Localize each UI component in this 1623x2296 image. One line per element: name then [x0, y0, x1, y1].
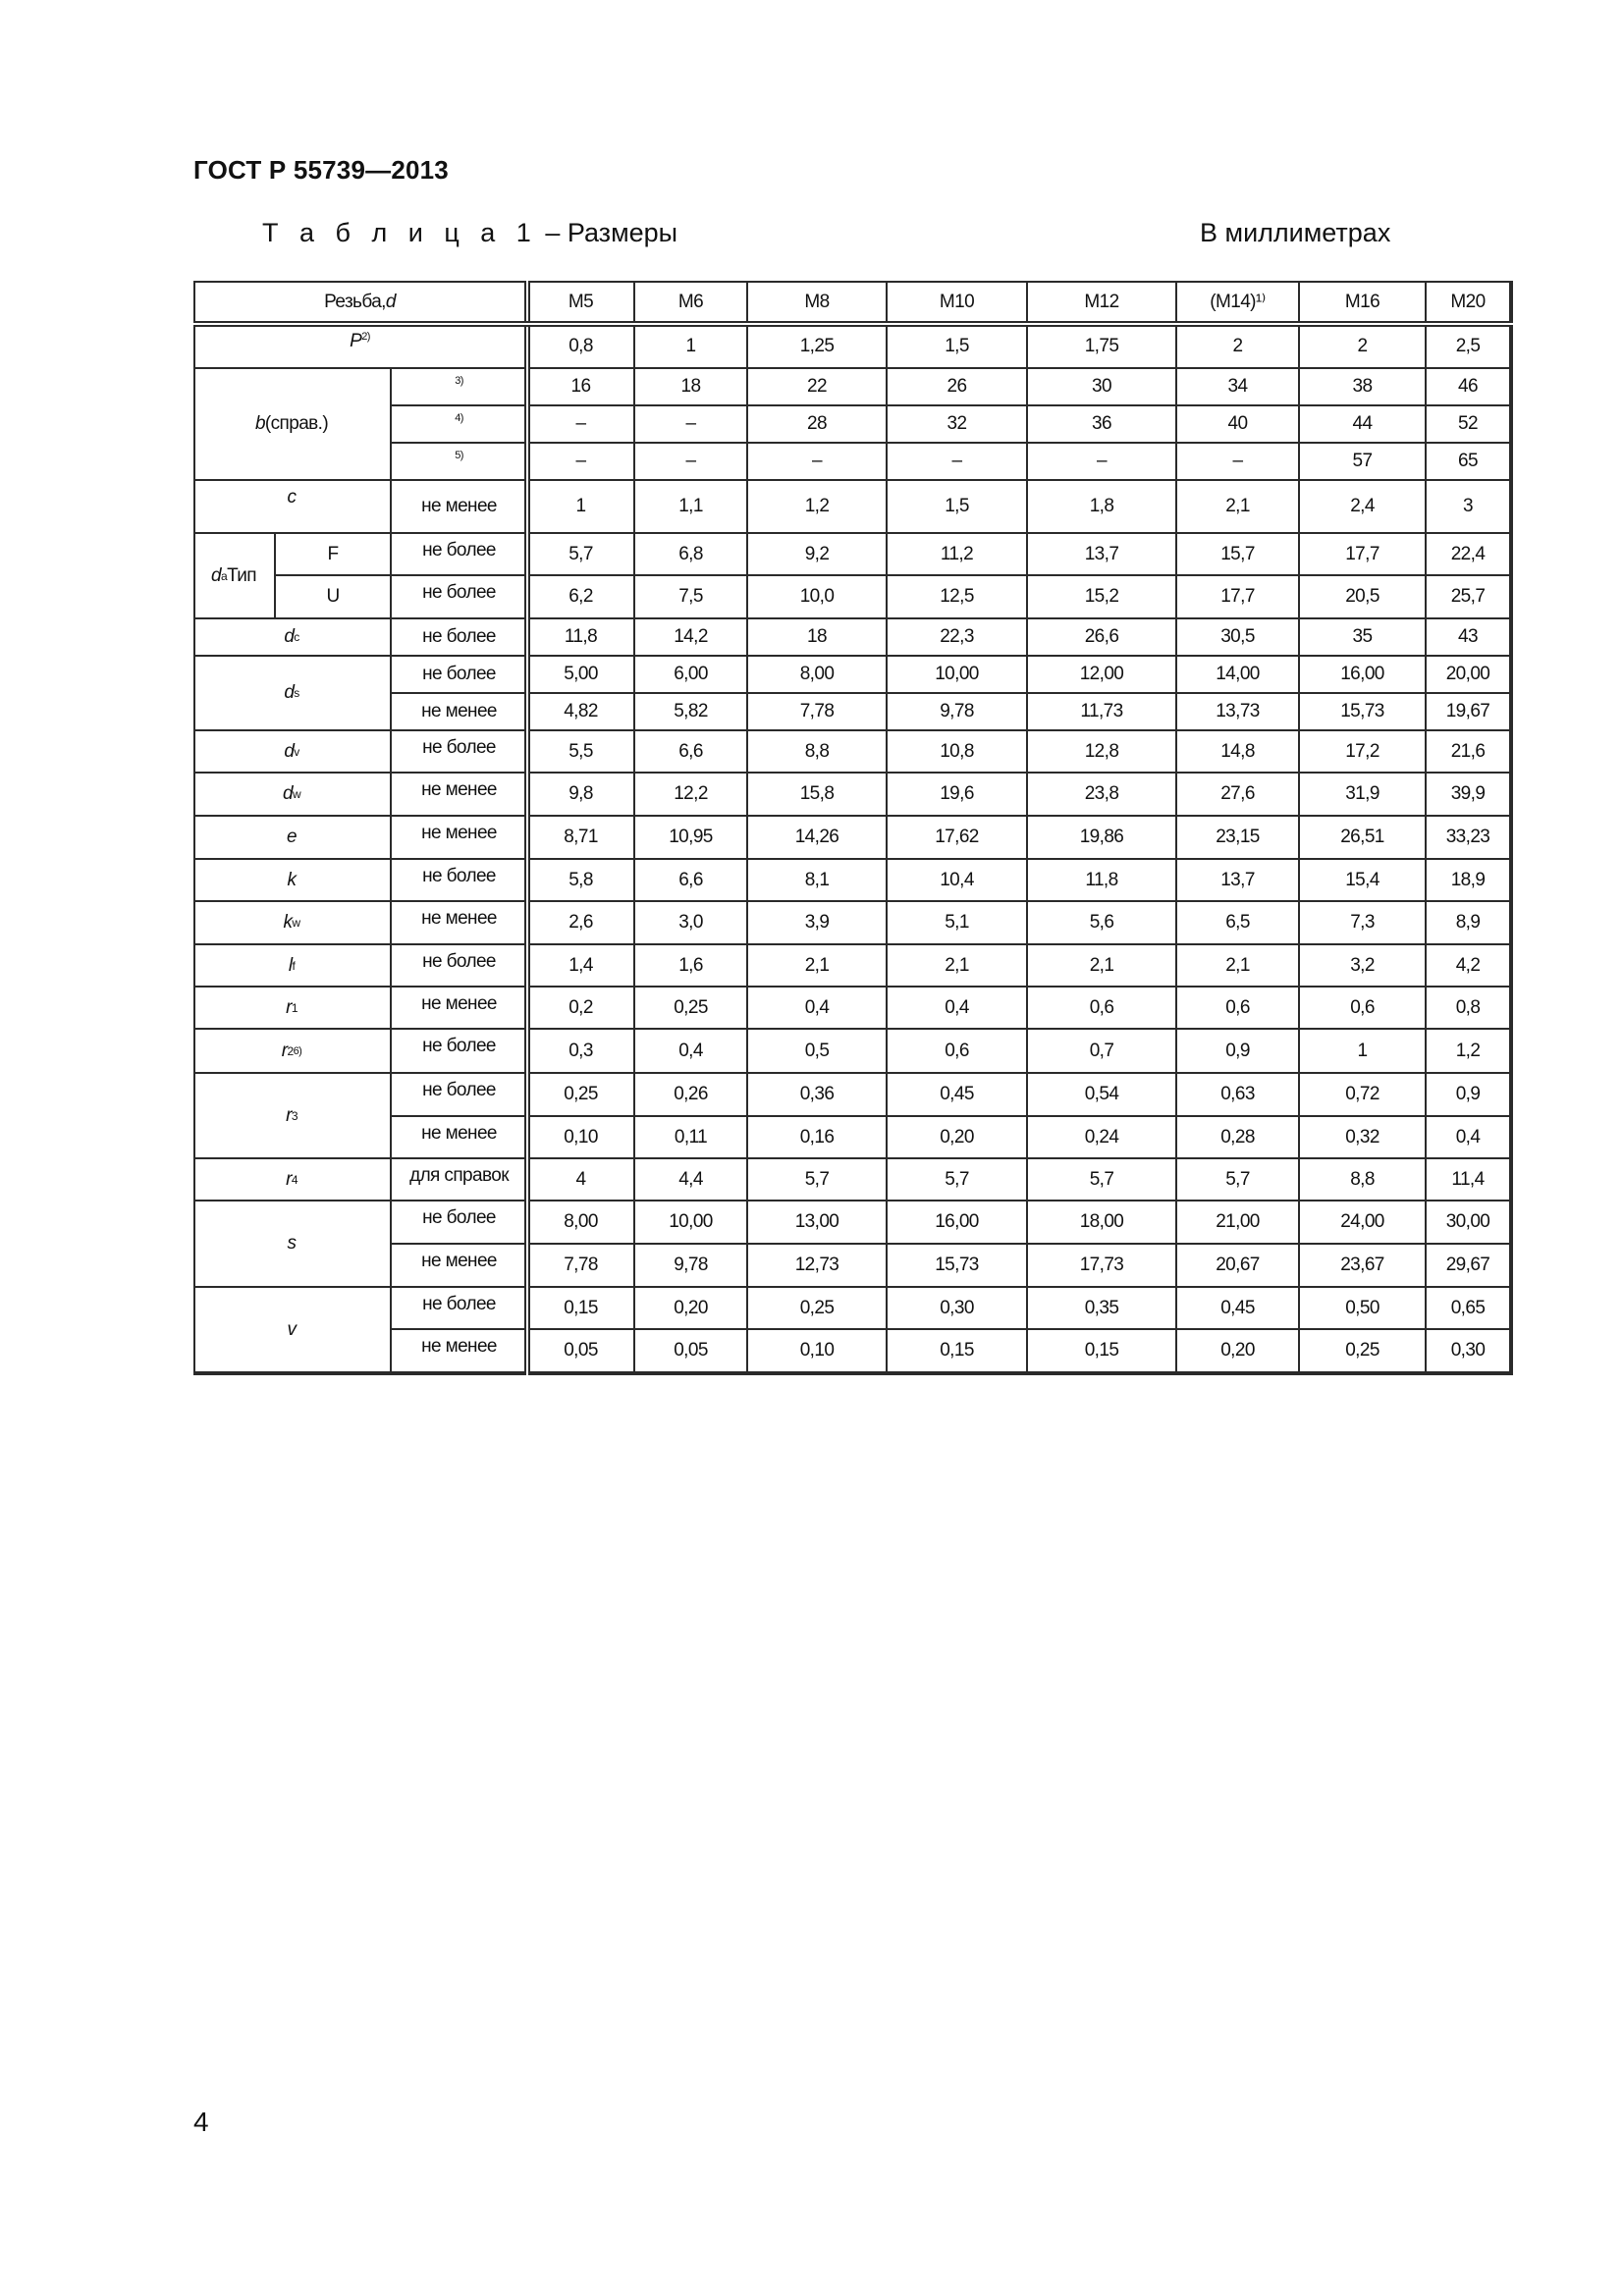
- value-cell: 8,00: [748, 657, 888, 694]
- value-cell: 26,51: [1300, 817, 1427, 860]
- value-cell: 0,25: [528, 1074, 635, 1117]
- column-header: M20: [1427, 281, 1511, 325]
- value-cell: 0,4: [888, 988, 1028, 1030]
- value-cell: 25,7: [1427, 576, 1511, 619]
- value-cell: 1,1: [635, 481, 748, 534]
- qualifier: не более: [392, 1030, 528, 1074]
- param-label: c: [193, 481, 392, 534]
- value-cell: 6,6: [635, 860, 748, 902]
- value-cell: 15,4: [1300, 860, 1427, 902]
- value-cell: 0,24: [1028, 1117, 1177, 1159]
- value-cell: 5,7: [888, 1159, 1028, 1201]
- value-cell: 0,16: [748, 1117, 888, 1159]
- value-cell: 5,8: [528, 860, 635, 902]
- value-cell: 28: [748, 406, 888, 444]
- value-cell: 8,71: [528, 817, 635, 860]
- table-caption-sep: –: [537, 218, 568, 247]
- value-cell: 5,7: [1028, 1159, 1177, 1201]
- qualifier: не менее: [392, 988, 528, 1030]
- value-cell: 5,5: [528, 731, 635, 774]
- table-caption: [262, 218, 677, 248]
- value-cell: –: [1028, 444, 1177, 481]
- value-cell: 23,15: [1177, 817, 1300, 860]
- value-cell: 7,78: [748, 694, 888, 731]
- value-cell: 0,15: [528, 1288, 635, 1330]
- qualifier: не более: [392, 534, 528, 576]
- qualifier: не более: [392, 945, 528, 988]
- value-cell: 5,7: [1177, 1159, 1300, 1201]
- value-cell: 40: [1177, 406, 1300, 444]
- qualifier: не менее: [392, 817, 528, 860]
- value-cell: 65: [1427, 444, 1511, 481]
- value-cell: 2,5: [1427, 325, 1511, 369]
- qualifier: не более: [392, 657, 528, 694]
- param-label: l f: [193, 945, 392, 988]
- value-cell: 0,28: [1177, 1117, 1300, 1159]
- qualifier: не менее: [392, 1245, 528, 1288]
- value-cell: 10,0: [748, 576, 888, 619]
- table-caption-prefix: Т а б л и ц а 1: [262, 218, 538, 247]
- value-cell: 11,4: [1427, 1159, 1511, 1201]
- value-cell: 11,8: [1028, 860, 1177, 902]
- value-cell: 2,4: [1300, 481, 1427, 534]
- value-cell: 1,75: [1028, 325, 1177, 369]
- value-cell: 10,00: [635, 1201, 748, 1245]
- header-thread-label: Резьба, d: [193, 281, 528, 325]
- value-cell: 0,25: [635, 988, 748, 1030]
- value-cell: 14,2: [635, 619, 748, 657]
- qualifier: не более: [392, 1201, 528, 1245]
- column-header: M12: [1028, 281, 1177, 325]
- value-cell: 10,8: [888, 731, 1028, 774]
- value-cell: 0,9: [1177, 1030, 1300, 1074]
- value-cell: 16,00: [888, 1201, 1028, 1245]
- value-cell: 0,63: [1177, 1074, 1300, 1117]
- param-label: d w: [193, 774, 392, 817]
- value-cell: 26: [888, 369, 1028, 406]
- value-cell: 6,8: [635, 534, 748, 576]
- param-label: k: [193, 860, 392, 902]
- value-cell: 43: [1427, 619, 1511, 657]
- qualifier: не более: [392, 731, 528, 774]
- value-cell: 0,5: [748, 1030, 888, 1074]
- value-cell: 0,6: [888, 1030, 1028, 1074]
- value-cell: 52: [1427, 406, 1511, 444]
- value-cell: 20,5: [1300, 576, 1427, 619]
- param-label: d c: [193, 619, 392, 657]
- value-cell: 15,7: [1177, 534, 1300, 576]
- value-cell: 14,00: [1177, 657, 1300, 694]
- value-cell: 1,5: [888, 325, 1028, 369]
- value-cell: 5,7: [528, 534, 635, 576]
- qualifier: не более: [392, 860, 528, 902]
- value-cell: 1: [635, 325, 748, 369]
- value-cell: 4: [528, 1159, 635, 1201]
- value-cell: 2: [1300, 325, 1427, 369]
- param-label: r 3: [193, 1074, 392, 1159]
- value-cell: 36: [1028, 406, 1177, 444]
- value-cell: 0,10: [748, 1330, 888, 1373]
- value-cell: 0,15: [1028, 1330, 1177, 1373]
- value-cell: 9,78: [888, 694, 1028, 731]
- value-cell: –: [528, 444, 635, 481]
- param-label: r 4: [193, 1159, 392, 1201]
- value-cell: –: [635, 444, 748, 481]
- qualifier: 3): [392, 369, 528, 406]
- value-cell: 1,4: [528, 945, 635, 988]
- value-cell: 33,23: [1427, 817, 1511, 860]
- value-cell: 9,2: [748, 534, 888, 576]
- value-cell: 22,4: [1427, 534, 1511, 576]
- value-cell: 5,6: [1028, 902, 1177, 945]
- value-cell: 3: [1427, 481, 1511, 534]
- value-cell: 19,67: [1427, 694, 1511, 731]
- value-cell: 13,73: [1177, 694, 1300, 731]
- value-cell: 1,2: [1427, 1030, 1511, 1074]
- type-label: F: [276, 534, 392, 576]
- value-cell: 13,00: [748, 1201, 888, 1245]
- value-cell: 0,10: [528, 1117, 635, 1159]
- value-cell: 20,67: [1177, 1245, 1300, 1288]
- value-cell: 22,3: [888, 619, 1028, 657]
- value-cell: 2,1: [1177, 481, 1300, 534]
- value-cell: 1,6: [635, 945, 748, 988]
- value-cell: 8,8: [1300, 1159, 1427, 1201]
- value-cell: 5,00: [528, 657, 635, 694]
- value-cell: 21,00: [1177, 1201, 1300, 1245]
- param-label: s: [193, 1201, 392, 1288]
- value-cell: 0,2: [528, 988, 635, 1030]
- value-cell: 5,82: [635, 694, 748, 731]
- qualifier: 5): [392, 444, 528, 481]
- param-label: v: [193, 1288, 392, 1373]
- value-cell: 44: [1300, 406, 1427, 444]
- value-cell: –: [528, 406, 635, 444]
- value-cell: 0,7: [1028, 1030, 1177, 1074]
- value-cell: 11,8: [528, 619, 635, 657]
- value-cell: 29,67: [1427, 1245, 1511, 1288]
- value-cell: 10,95: [635, 817, 748, 860]
- value-cell: 1,2: [748, 481, 888, 534]
- document-code: ГОСТ Р 55739—2013: [193, 155, 449, 185]
- value-cell: 0,6: [1300, 988, 1427, 1030]
- param-label: d a Тип: [193, 534, 276, 619]
- value-cell: 30,5: [1177, 619, 1300, 657]
- value-cell: 46: [1427, 369, 1511, 406]
- value-cell: 34: [1177, 369, 1300, 406]
- value-cell: 18,00: [1028, 1201, 1177, 1245]
- qualifier: не более: [392, 619, 528, 657]
- value-cell: 0,11: [635, 1117, 748, 1159]
- value-cell: 8,1: [748, 860, 888, 902]
- value-cell: 15,8: [748, 774, 888, 817]
- column-header: M10: [888, 281, 1028, 325]
- value-cell: 0,3: [528, 1030, 635, 1074]
- value-cell: 0,30: [1427, 1330, 1511, 1373]
- value-cell: 0,26: [635, 1074, 748, 1117]
- value-cell: 24,00: [1300, 1201, 1427, 1245]
- qualifier: не менее: [392, 481, 528, 534]
- type-label: U: [276, 576, 392, 619]
- value-cell: –: [748, 444, 888, 481]
- param-label: P $^{2)}$: [193, 325, 528, 369]
- value-cell: 17,7: [1177, 576, 1300, 619]
- value-cell: 8,8: [748, 731, 888, 774]
- value-cell: 1,8: [1028, 481, 1177, 534]
- page-number: 4: [193, 2107, 209, 2137]
- value-cell: 30,00: [1427, 1201, 1511, 1245]
- double-rule-horizontal: [193, 321, 1513, 327]
- value-cell: 21,6: [1427, 731, 1511, 774]
- value-cell: 3,2: [1300, 945, 1427, 988]
- value-cell: 2,1: [1028, 945, 1177, 988]
- qualifier: не менее: [392, 902, 528, 945]
- value-cell: 13,7: [1028, 534, 1177, 576]
- value-cell: 0,36: [748, 1074, 888, 1117]
- value-cell: 3,0: [635, 902, 748, 945]
- value-cell: 0,9: [1427, 1074, 1511, 1117]
- units-note: В миллиметрах: [1200, 218, 1391, 247]
- value-cell: 0,05: [635, 1330, 748, 1373]
- value-cell: 16: [528, 369, 635, 406]
- value-cell: 11,2: [888, 534, 1028, 576]
- value-cell: 13,7: [1177, 860, 1300, 902]
- value-cell: 0,8: [528, 325, 635, 369]
- value-cell: 1,5: [888, 481, 1028, 534]
- value-cell: 14,26: [748, 817, 888, 860]
- value-cell: 0,65: [1427, 1288, 1511, 1330]
- double-rule-vertical: [524, 281, 530, 1375]
- value-cell: 39,9: [1427, 774, 1511, 817]
- value-cell: 0,4: [748, 988, 888, 1030]
- value-cell: 9,8: [528, 774, 635, 817]
- value-cell: 18: [635, 369, 748, 406]
- value-cell: 4,2: [1427, 945, 1511, 988]
- value-cell: 31,9: [1300, 774, 1427, 817]
- value-cell: 0,4: [635, 1030, 748, 1074]
- value-cell: 0,35: [1028, 1288, 1177, 1330]
- value-cell: 0,50: [1300, 1288, 1427, 1330]
- value-cell: 10,00: [888, 657, 1028, 694]
- qualifier: не менее: [392, 1330, 528, 1373]
- value-cell: 26,6: [1028, 619, 1177, 657]
- qualifier: для справок: [392, 1159, 528, 1201]
- value-cell: 0,45: [1177, 1288, 1300, 1330]
- qualifier: не более: [392, 1074, 528, 1117]
- value-cell: 11,73: [1028, 694, 1177, 731]
- value-cell: 8,9: [1427, 902, 1511, 945]
- value-cell: 14,8: [1177, 731, 1300, 774]
- value-cell: 30: [1028, 369, 1177, 406]
- param-label: k w: [193, 902, 392, 945]
- value-cell: 35: [1300, 619, 1427, 657]
- value-cell: 6,00: [635, 657, 748, 694]
- value-cell: 16,00: [1300, 657, 1427, 694]
- column-header: M6: [635, 281, 748, 325]
- value-cell: 1,25: [748, 325, 888, 369]
- value-cell: 19,86: [1028, 817, 1177, 860]
- column-header: (M14)¹⁾: [1177, 281, 1300, 325]
- value-cell: –: [635, 406, 748, 444]
- value-cell: 0,54: [1028, 1074, 1177, 1117]
- value-cell: 18,9: [1427, 860, 1511, 902]
- param-label: d v: [193, 731, 392, 774]
- column-header: M8: [748, 281, 888, 325]
- column-header: M16: [1300, 281, 1427, 325]
- param-label: d s: [193, 657, 392, 731]
- value-cell: 5,7: [748, 1159, 888, 1201]
- value-cell: 0,05: [528, 1330, 635, 1373]
- value-cell: 4,82: [528, 694, 635, 731]
- value-cell: 57: [1300, 444, 1427, 481]
- param-label: e: [193, 817, 392, 860]
- value-cell: 20,00: [1427, 657, 1511, 694]
- param-label: r 1: [193, 988, 392, 1030]
- value-cell: 38: [1300, 369, 1427, 406]
- value-cell: 6,2: [528, 576, 635, 619]
- value-cell: 2,1: [748, 945, 888, 988]
- value-cell: 12,5: [888, 576, 1028, 619]
- value-cell: 0,20: [1177, 1330, 1300, 1373]
- qualifier: 4): [392, 406, 528, 444]
- value-cell: 17,2: [1300, 731, 1427, 774]
- value-cell: 23,67: [1300, 1245, 1427, 1288]
- qualifier: не более: [392, 576, 528, 619]
- param-label: r 2 6): [193, 1030, 392, 1074]
- param-label: b (справ.): [193, 369, 392, 481]
- value-cell: 0,32: [1300, 1117, 1427, 1159]
- value-cell: 0,30: [888, 1288, 1028, 1330]
- value-cell: 17,7: [1300, 534, 1427, 576]
- value-cell: 2,6: [528, 902, 635, 945]
- value-cell: 23,8: [1028, 774, 1177, 817]
- value-cell: 18: [748, 619, 888, 657]
- value-cell: 7,3: [1300, 902, 1427, 945]
- value-cell: 17,62: [888, 817, 1028, 860]
- column-header: M5: [528, 281, 635, 325]
- value-cell: 2: [1177, 325, 1300, 369]
- value-cell: 12,00: [1028, 657, 1177, 694]
- value-cell: 1: [1300, 1030, 1427, 1074]
- value-cell: 0,72: [1300, 1074, 1427, 1117]
- value-cell: 2,1: [888, 945, 1028, 988]
- value-cell: 0,6: [1028, 988, 1177, 1030]
- value-cell: 1: [528, 481, 635, 534]
- value-cell: 15,2: [1028, 576, 1177, 619]
- qualifier: не менее: [392, 694, 528, 731]
- qualifier: не менее: [392, 1117, 528, 1159]
- table-caption-title: Размеры: [567, 218, 678, 247]
- value-cell: –: [1177, 444, 1300, 481]
- value-cell: 0,4: [1427, 1117, 1511, 1159]
- qualifier: не менее: [392, 774, 528, 817]
- value-cell: 0,20: [888, 1117, 1028, 1159]
- value-cell: 10,4: [888, 860, 1028, 902]
- value-cell: 12,73: [748, 1245, 888, 1288]
- value-cell: 0,25: [1300, 1330, 1427, 1373]
- value-cell: 2,1: [1177, 945, 1300, 988]
- value-cell: 32: [888, 406, 1028, 444]
- value-cell: 9,78: [635, 1245, 748, 1288]
- value-cell: 4,4: [635, 1159, 748, 1201]
- value-cell: –: [888, 444, 1028, 481]
- value-cell: 0,20: [635, 1288, 748, 1330]
- value-cell: 12,8: [1028, 731, 1177, 774]
- value-cell: 19,6: [888, 774, 1028, 817]
- value-cell: 0,6: [1177, 988, 1300, 1030]
- value-cell: 6,6: [635, 731, 748, 774]
- value-cell: 12,2: [635, 774, 748, 817]
- value-cell: 15,73: [1300, 694, 1427, 731]
- value-cell: 7,78: [528, 1245, 635, 1288]
- value-cell: 8,00: [528, 1201, 635, 1245]
- value-cell: 0,45: [888, 1074, 1028, 1117]
- value-cell: 6,5: [1177, 902, 1300, 945]
- qualifier: не более: [392, 1288, 528, 1330]
- value-cell: 0,8: [1427, 988, 1511, 1030]
- value-cell: 3,9: [748, 902, 888, 945]
- value-cell: 17,73: [1028, 1245, 1177, 1288]
- value-cell: 15,73: [888, 1245, 1028, 1288]
- value-cell: 0,15: [888, 1330, 1028, 1373]
- value-cell: 5,1: [888, 902, 1028, 945]
- value-cell: 22: [748, 369, 888, 406]
- value-cell: 27,6: [1177, 774, 1300, 817]
- value-cell: 7,5: [635, 576, 748, 619]
- value-cell: 0,25: [748, 1288, 888, 1330]
